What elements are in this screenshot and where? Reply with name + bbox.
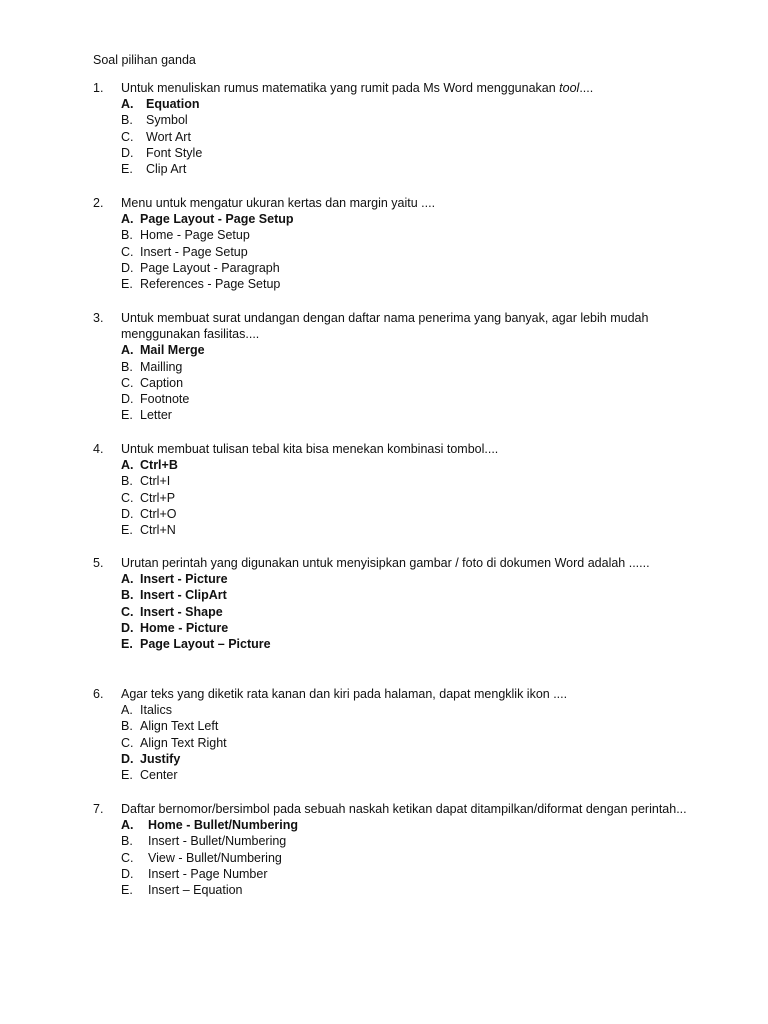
option-d: D. Font Style bbox=[121, 145, 203, 160]
question-number: 2. bbox=[93, 196, 104, 210]
option-d: D. Justify bbox=[121, 751, 181, 766]
option-a: A. Equation bbox=[121, 97, 200, 112]
question-number: 4. bbox=[93, 442, 104, 456]
option-e: E. References - Page Setup bbox=[121, 276, 281, 291]
question-3 bbox=[93, 310, 693, 423]
option-b: B. Ctrl+I bbox=[121, 474, 171, 489]
question-text: Untuk membuat tulisan tebal kita bisa menekan kombinasi tombol.... bbox=[121, 442, 499, 456]
option-b: B. Home - Page Setup bbox=[121, 228, 250, 243]
option-b: B. Symbol bbox=[121, 113, 188, 128]
question-number: 7. bbox=[93, 802, 104, 816]
option-e: E. Center bbox=[121, 767, 178, 782]
option-e: E. Clip Art bbox=[121, 161, 187, 176]
option-d: D. Insert - Page Number bbox=[121, 866, 268, 881]
option-e: E. Insert – Equation bbox=[121, 882, 243, 897]
option-e: E. Ctrl+N bbox=[121, 522, 176, 537]
question-number: 1. bbox=[93, 81, 104, 95]
question-text: Untuk membuat surat undangan dengan daftar nama penerima yang banyak, agar lebih mudah menggunakan fasilitas.... bbox=[121, 311, 649, 342]
question-text: Menu untuk mengatur ukuran kertas dan margin yaitu .... bbox=[121, 196, 436, 210]
option-list bbox=[121, 571, 693, 652]
question-5 bbox=[93, 555, 693, 652]
option-d: D. Footnote bbox=[121, 391, 190, 406]
option-c: C. Caption bbox=[121, 375, 184, 390]
option-list bbox=[121, 702, 693, 783]
option-a: A. Page Layout - Page Setup bbox=[121, 212, 294, 227]
question-4 bbox=[93, 441, 693, 538]
option-b: B. Insert - ClipArt bbox=[121, 588, 227, 603]
option-c: C. Insert - Page Setup bbox=[121, 244, 248, 259]
question-number: 5. bbox=[93, 556, 104, 570]
option-e: E. Letter bbox=[121, 408, 172, 423]
question-6 bbox=[93, 686, 693, 783]
option-list bbox=[121, 342, 693, 423]
option-b: B. Align Text Left bbox=[121, 719, 219, 734]
question-7 bbox=[93, 801, 693, 898]
option-d: D. Page Layout - Paragraph bbox=[121, 260, 280, 275]
option-list bbox=[121, 817, 693, 898]
option-b: B. Insert - Bullet/Numbering bbox=[121, 834, 287, 849]
document-title: Soal pilihan ganda bbox=[93, 53, 196, 67]
option-b: B. Mailling bbox=[121, 359, 183, 374]
option-c: C. Ctrl+P bbox=[121, 490, 176, 505]
option-c: C. Align Text Right bbox=[121, 735, 227, 750]
option-a: A. Insert - Picture bbox=[121, 572, 228, 587]
option-c: C. View - Bullet/Numbering bbox=[121, 850, 282, 865]
question-text: Untuk menuliskan rumus matematika yang rumit pada Ms Word menggunakan tool.... bbox=[121, 81, 594, 95]
option-list bbox=[121, 96, 693, 177]
option-e: E. Page Layout – Picture bbox=[121, 636, 271, 651]
question-2 bbox=[93, 195, 693, 292]
question-1 bbox=[93, 80, 693, 177]
option-d: D. Home - Picture bbox=[121, 620, 229, 635]
question-text: Urutan perintah yang digunakan untuk menyisipkan gambar / foto di dokumen Word adalah ...... bbox=[121, 556, 650, 570]
option-a: A. Italics bbox=[121, 703, 172, 718]
option-a: A. Home - Bullet/Numbering bbox=[121, 818, 299, 833]
question-text: Agar teks yang diketik rata kanan dan kiri pada halaman, dapat mengklik ikon .... bbox=[121, 687, 568, 701]
option-a: A. Ctrl+B bbox=[121, 458, 178, 473]
question-text: Daftar bernomor/bersimbol pada sebuah naskah ketikan dapat ditampilkan/diformat dengan perintah... bbox=[121, 802, 687, 816]
option-list bbox=[121, 457, 693, 538]
option-c: C. Wort Art bbox=[121, 129, 191, 144]
option-list bbox=[121, 211, 693, 292]
option-a: A. Mail Merge bbox=[121, 343, 205, 358]
question-number: 3. bbox=[93, 311, 104, 325]
option-d: D. Ctrl+O bbox=[121, 506, 177, 521]
option-c: C. Insert - Shape bbox=[121, 604, 223, 619]
question-number: 6. bbox=[93, 687, 104, 701]
